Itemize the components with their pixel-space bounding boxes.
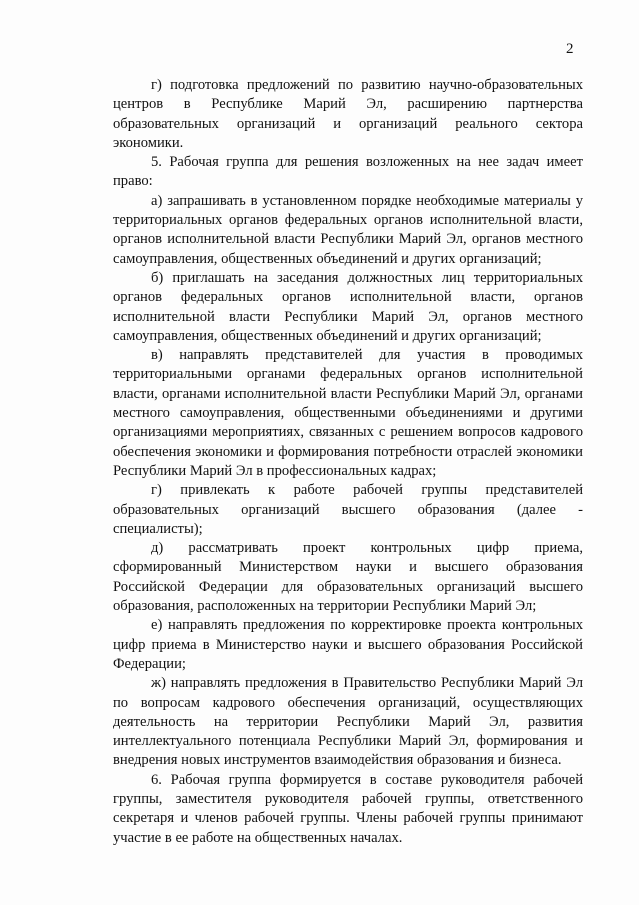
paragraph-item-zh-send-proposals-government: ж) направлять предложения в Правительство Республики Марий Эл по вопросам кадрового обеспечения организаций, осуществляющих деятельность на территории Республики Марий Эл, развития интеллектуального потенциала Республики Марий Эл, формирования и внедрения новых инструментов взаимодействия образования и бизнеса. — [113, 675, 583, 769]
paragraph-item-a-request-materials: а) запрашивать в установленном порядке необходимые материалы у территориальных органов федеральных органов исполнительной власти, органов исполнительной власти Республики Марий Эл, органов местного самоуправления, общественных объединений и других организаций; — [113, 192, 583, 267]
paragraph-item-b-invite-officials: б) приглашать на заседания должностных лиц территориальных органов федеральных органов исполнительной власти, органов исполнительной власти Республики Марий Эл, органов местного самоуправления, общественных объединений и других организаций; — [113, 269, 583, 344]
document-body — [113, 76, 583, 848]
paragraph-section-5-rights: 5. Рабочая группа для решения возложенных на нее задач имеет право: — [113, 154, 583, 190]
paragraph-item-d-review-admission-figures: д) рассматривать проект контрольных цифр приема, сформированный Министерством науки и высшего образования Российской Федерации для образовательных организаций высшего образования, расположенных на территории Республики Марий Эл; — [113, 540, 583, 615]
paragraph-item-v-send-representatives: в) направлять представителей для участия в проводимых территориальными органами федеральных органов исполнительной власти, органами исполнительной власти Республики Марий Эл, органами местного самоуправления, общественными объединениями и другими организациями мероприятиях, связанных с решением вопросов кадрового обеспечения экономики и формирования потребности отраслей экономики Республики Марий Эл в профессиональных кадрах; — [113, 347, 583, 479]
paragraph-item-g-centers: г) подготовка предложений по развитию научно-образовательных центров в Республике Марий Эл, расширению партнерства образовательных организаций и организаций реального сектора экономики. — [113, 77, 583, 151]
paragraph-item-g-involve-specialists: г) привлекать к работе рабочей группы представителей образовательных организаций высшего образования (далее - специалисты); — [113, 482, 583, 537]
paragraph-item-e-send-proposals-ministry: е) направлять предложения по корректировке проекта контрольных цифр приема в Министерство науки и высшего образования Российской Федерации; — [113, 617, 583, 672]
paragraph-section-6-composition: 6. Рабочая группа формируется в составе руководителя рабочей группы, заместителя руководителя рабочей группы, ответственного секретаря и членов рабочей группы. Члены рабочей группы принимают участие в ее работе на общественных началах. — [113, 771, 583, 846]
page-number: 2 — [566, 41, 574, 57]
